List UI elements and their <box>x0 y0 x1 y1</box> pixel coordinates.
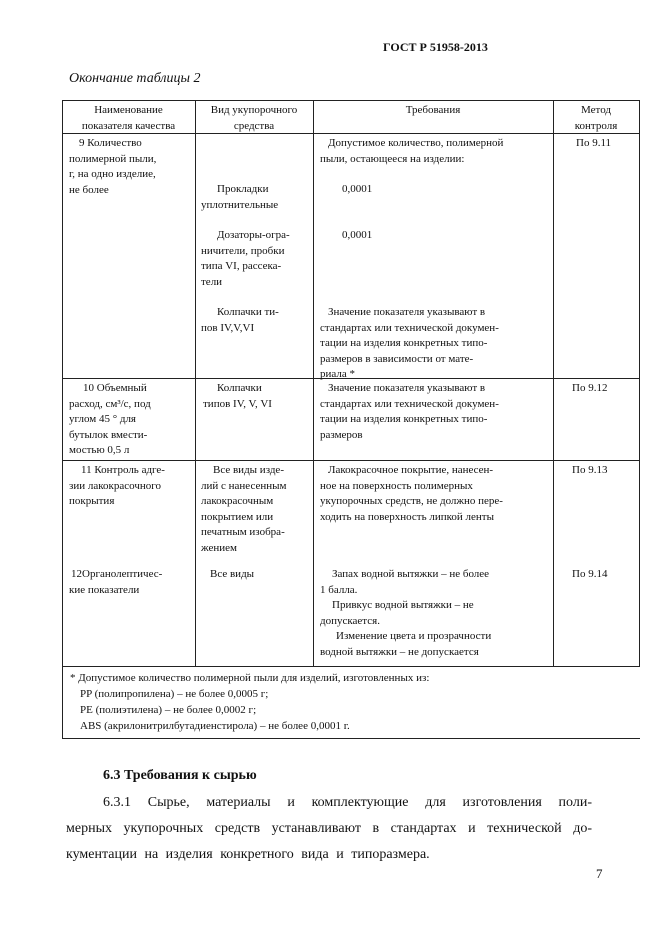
table-caption: Окончание таблицы 2 <box>69 71 201 86</box>
row10-type: Колпачки типов IV, V, VI <box>203 382 272 410</box>
row11-requirement: Лакокрасочное покрытие, нанесен- ное на поверхность полимерных укупорочных средств, не должно пере- ходить на поверхность липкой ленты <box>320 464 503 523</box>
section-title: 6.3 Требования к сырью <box>103 768 257 783</box>
row11-name: 11 Контроль адге- зии лакокрасочного покрытия <box>69 464 165 507</box>
row9-type-dispensers: Дозаторы-огра- ничители, пробки типа VI, рассека- тели <box>201 229 290 288</box>
row9-requirement-caps: Значение показателя указывают в стандартах или технической докумен- тации на изделия конкретных типо- размеров в зависимости от мате- риала * <box>320 306 499 380</box>
section-paragraph: 6.3.1 Сырье, материалы и комплектующие для изготовления поли- мерных укупорочных средств устанавливают в стандартах и технической до- кументации на изделия конкретного вида и типоразмера. <box>66 795 592 862</box>
row12-name: 12Органолептичес- кие показатели <box>69 568 163 596</box>
document-header: ГОСТ Р 51958-2013 <box>383 40 488 54</box>
column-header-type: Вид укупорочного средства <box>210 104 298 132</box>
row9-requirement-intro: Допустимое количество, полимерной пыли, остающееся на изделии: <box>320 137 504 165</box>
row12-type: Все виды <box>210 568 255 580</box>
table-footnote: * Допустимое количество полимерной пыли для изделий, изготовленных из: PP (полипропилена) – не более 0,0005 г; PE (полиэтилена) – не более 0,0002 г; ABS (акрилонитрилбутадиенстирола) – не более 0,0001 г. <box>70 672 430 732</box>
row11-method: По 9.13 <box>572 464 608 476</box>
column-header-method: Метод контроля <box>574 104 618 132</box>
row9-method: По 9.11 <box>576 137 612 149</box>
row9-type-caps: Колпачки ти- пов IV,V,VI <box>201 306 279 334</box>
row12-requirement: Запах водной вытяжки – не более 1 балла. Привкус водной вытяжки – не допускается. Изменение цвета и прозрачности водной вытяжки – не допускается <box>320 568 492 658</box>
row9-type-gaskets: Прокладки уплотнительные <box>201 183 279 211</box>
row11-type: Все виды изде- лий с нанесенным лакокрасочным покрытием или печатным изобра- жением <box>201 464 287 554</box>
column-header-requirements: Требования <box>405 104 461 116</box>
page-number: 7 <box>596 866 603 881</box>
column-header-name: Наименование показателя качества <box>81 104 176 132</box>
row10-method: По 9.12 <box>572 382 608 394</box>
row9-value-gaskets: 0,0001 <box>342 183 373 195</box>
row9-value-dispensers: 0,0001 <box>342 229 373 241</box>
row12-method: По 9.14 <box>572 568 608 580</box>
row10-requirement: Значение показателя указывают в стандартах или технической докумен- тации на изделия конкретных типо- размеров <box>320 382 499 441</box>
row10-name: 10 Объемный расход, см³/с, под углом 45 ° для бутылок вмести- мостью 0,5 л <box>69 382 151 456</box>
row9-name: 9 Количество полимерной пыли, г, на одно изделие, не более <box>69 137 157 196</box>
